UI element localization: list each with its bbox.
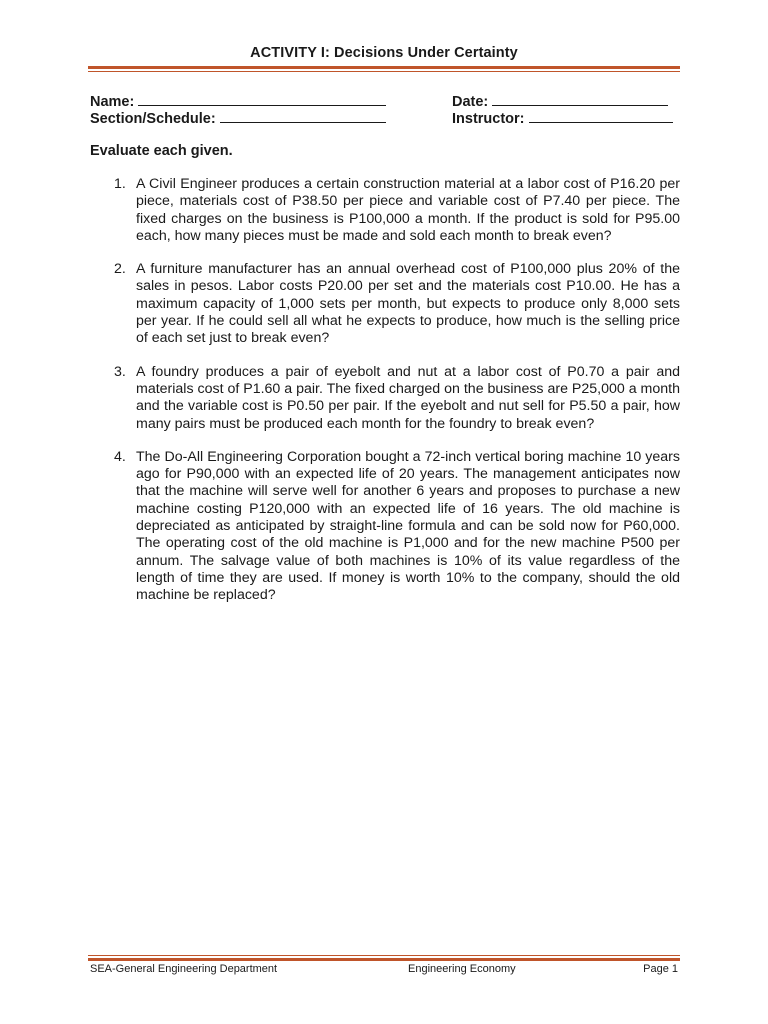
question-list [90, 176, 680, 621]
section-label: Section/Schedule: [90, 111, 216, 127]
question-text: A Civil Engineer produces a certain construction material at a labor cost of P16.20 per piece, materials cost of P38.50 per piece and variable cost of P7.40 per piece. The fixed charges on the business is P100,000 a month. If the product is sold for P95.00 each, how many pieces must be made and sold each month to break even? [136, 176, 680, 244]
question-item [90, 261, 680, 347]
question-number: 2. [114, 261, 126, 278]
question-text: A furniture manufacturer has an annual overhead cost of P100,000 plus 20% of the sales in pesos. Labor costs P20.00 per set and the materials cost P10.00. He has a maximum capacity of 1,000 sets per month, but expects to produce only 8,000 sets per year. If he could sell all what he expects to produce, how much is the selling price of each set just to break even? [136, 261, 680, 347]
date-blank[interactable] [492, 92, 668, 106]
name-field [90, 92, 386, 110]
instructor-field [452, 109, 673, 127]
question-text: A foundry produces a pair of eyebolt and nut at a labor cost of P0.70 a pair and materials cost of P1.60 a pair. The fixed charged on the business are P25,000 a month and the variable cost is P0.50 per pair. If the eyebolt and nut sell for P5.50 a pair, how many pairs must be produced each month for the foundry to break even? [136, 363, 680, 432]
name-blank[interactable] [138, 92, 386, 106]
question-number: 1. [114, 176, 126, 192]
footer-course: Engineering Economy [408, 963, 516, 975]
footer-rule-thick [88, 958, 680, 961]
question-item [90, 364, 680, 433]
question-item [90, 449, 680, 605]
footer-department: SEA-General Engineering Department [90, 963, 278, 975]
header-rule-thin [88, 71, 680, 72]
section-field [90, 109, 386, 127]
section-blank[interactable] [220, 109, 386, 123]
question-text: The Do-All Engineering Corporation bought a 72-inch vertical boring machine 10 years ago for P90,000 with an expected life of 20 years. The management anticipates now that the machine will serve well for another 6 years and proposes to purchase a new machine costing P120,000 with an expected life of 16 years. The old machine is depreciated as anticipated by straight-line formula and can be sold now for P60,000. The operating cost of the old machine is P1,000 and for the new machine P500 per annum. The salvage value of both machines is 10% of its value regardless of the length of time they are used. If money is worth 10% to the company, should the old machine be replaced? [136, 448, 680, 604]
question-number: 4. [114, 448, 126, 465]
footer-page-number: Page 1 [643, 963, 678, 975]
question-number: 3. [114, 363, 126, 380]
question-item [90, 176, 680, 245]
footer-rule-thin [88, 955, 680, 956]
instruction: Evaluate each given. [90, 143, 233, 159]
page-title: ACTIVITY I: Decisions Under Certainty [250, 45, 518, 61]
header-rule-thick [88, 66, 680, 69]
date-label: Date: [452, 94, 489, 110]
date-field [452, 92, 668, 110]
instructor-blank[interactable] [529, 109, 673, 123]
instructor-label: Instructor: [452, 111, 525, 127]
name-label: Name: [90, 94, 135, 110]
